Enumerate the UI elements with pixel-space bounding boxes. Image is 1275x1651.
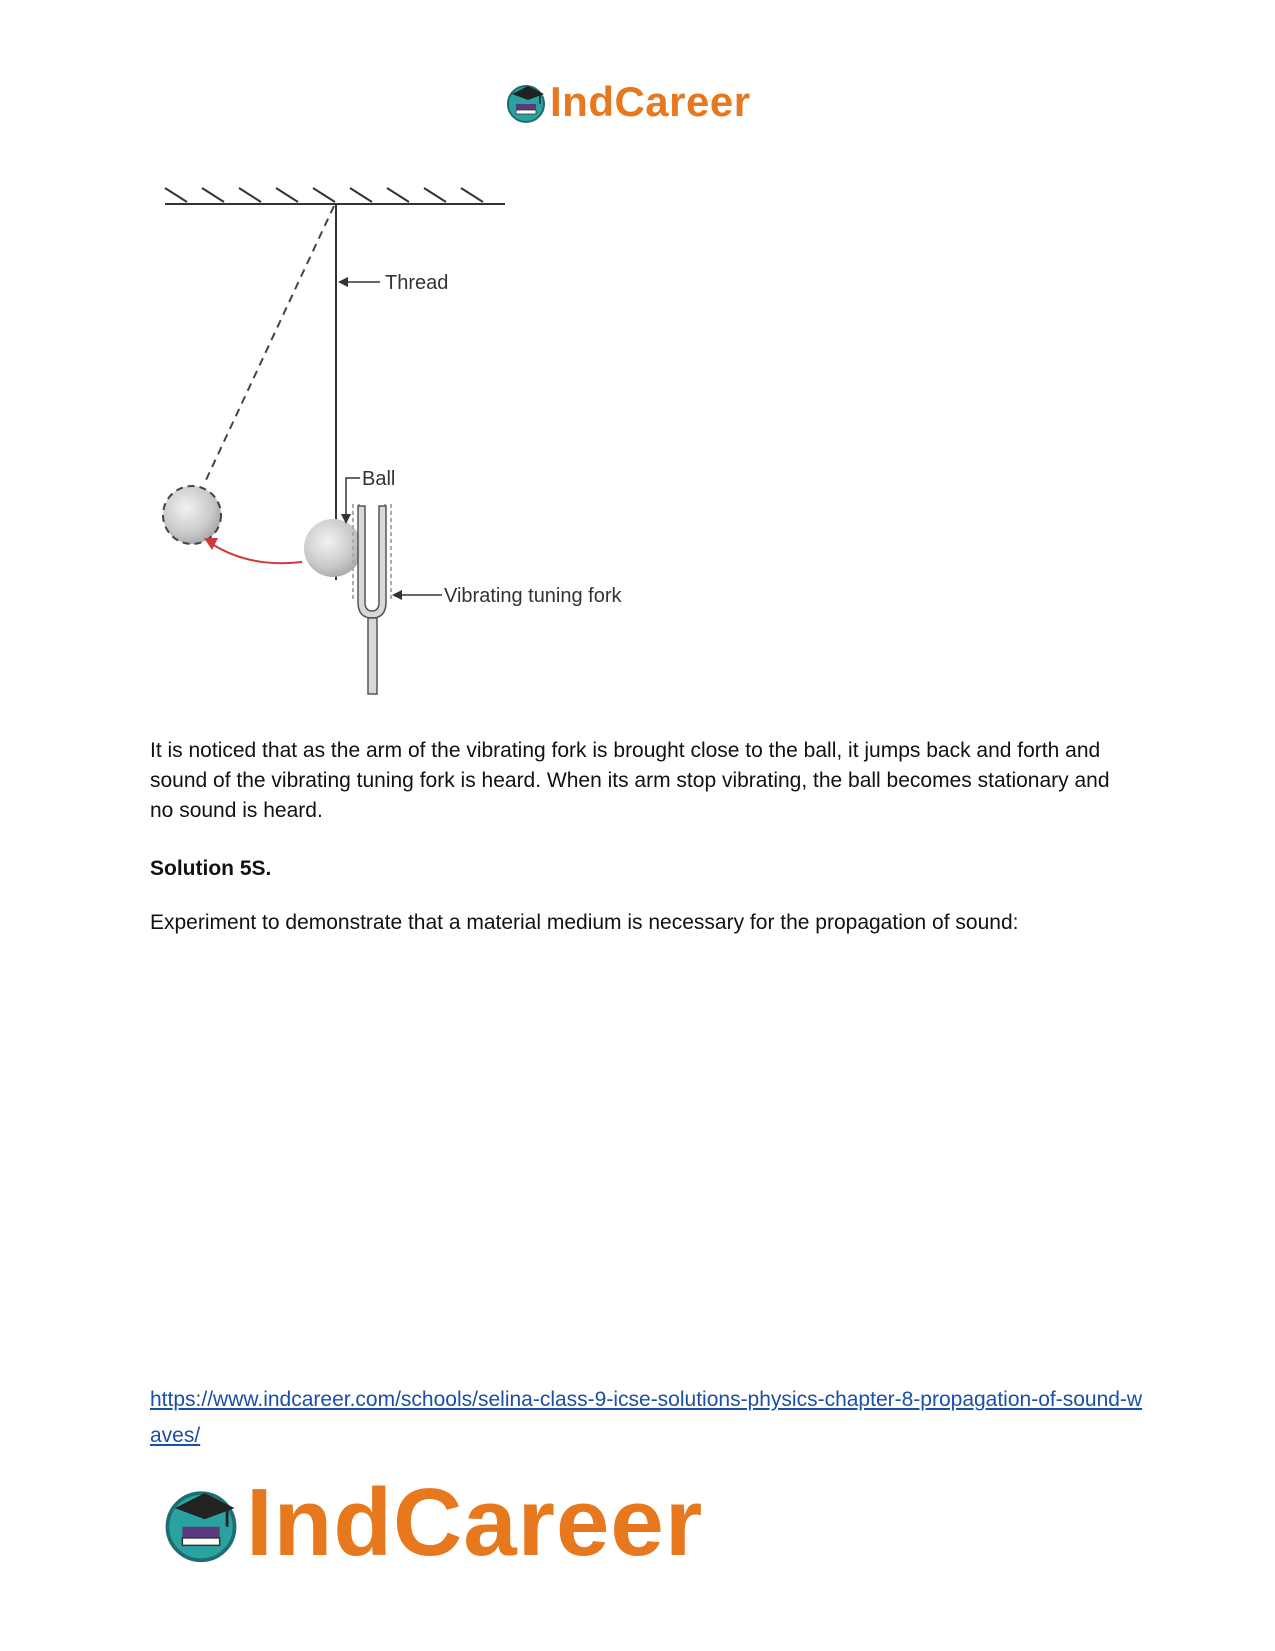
displaced-thread [206, 206, 334, 480]
source-link[interactable]: https://www.indcareer.com/schools/selina-class-9-icse-solutions-physics-chapter-8-propagation-of-sound-waves/ [150, 1388, 1143, 1447]
swing-arrow [212, 544, 302, 563]
footer-logo [160, 1468, 703, 1578]
header-logo [504, 78, 751, 126]
pendulum-tuning-fork-diagram [150, 170, 670, 710]
ball-label: Ball [362, 468, 396, 490]
logo-text: IndCareer [550, 78, 751, 125]
logo-text: IndCareer [246, 1469, 704, 1576]
graduation-globe-icon [160, 1482, 242, 1564]
solution-heading: Solution 5S. [150, 857, 272, 880]
graduation-globe-icon [504, 80, 548, 124]
ceiling-hatching [165, 188, 483, 202]
fork-label: Vibrating tuning fork [444, 585, 622, 607]
tuning-fork [358, 506, 386, 618]
paragraph-experiment: Experiment to demonstrate that a material medium is necessary for the propagation of sound: [150, 911, 1019, 934]
tuning-fork-stem [368, 618, 377, 694]
displaced-ball [163, 486, 221, 544]
swing-arrow-head [204, 538, 218, 550]
paragraph-observation: It is noticed that as the arm of the vibrating fork is brought close to the ball, it jumps back and forth and sound of the vibrating tuning fork is heard. When its arm stop vibrating, the ball becomes stationary and no sound is heard. [150, 739, 1110, 822]
thread-label: Thread [385, 272, 449, 294]
